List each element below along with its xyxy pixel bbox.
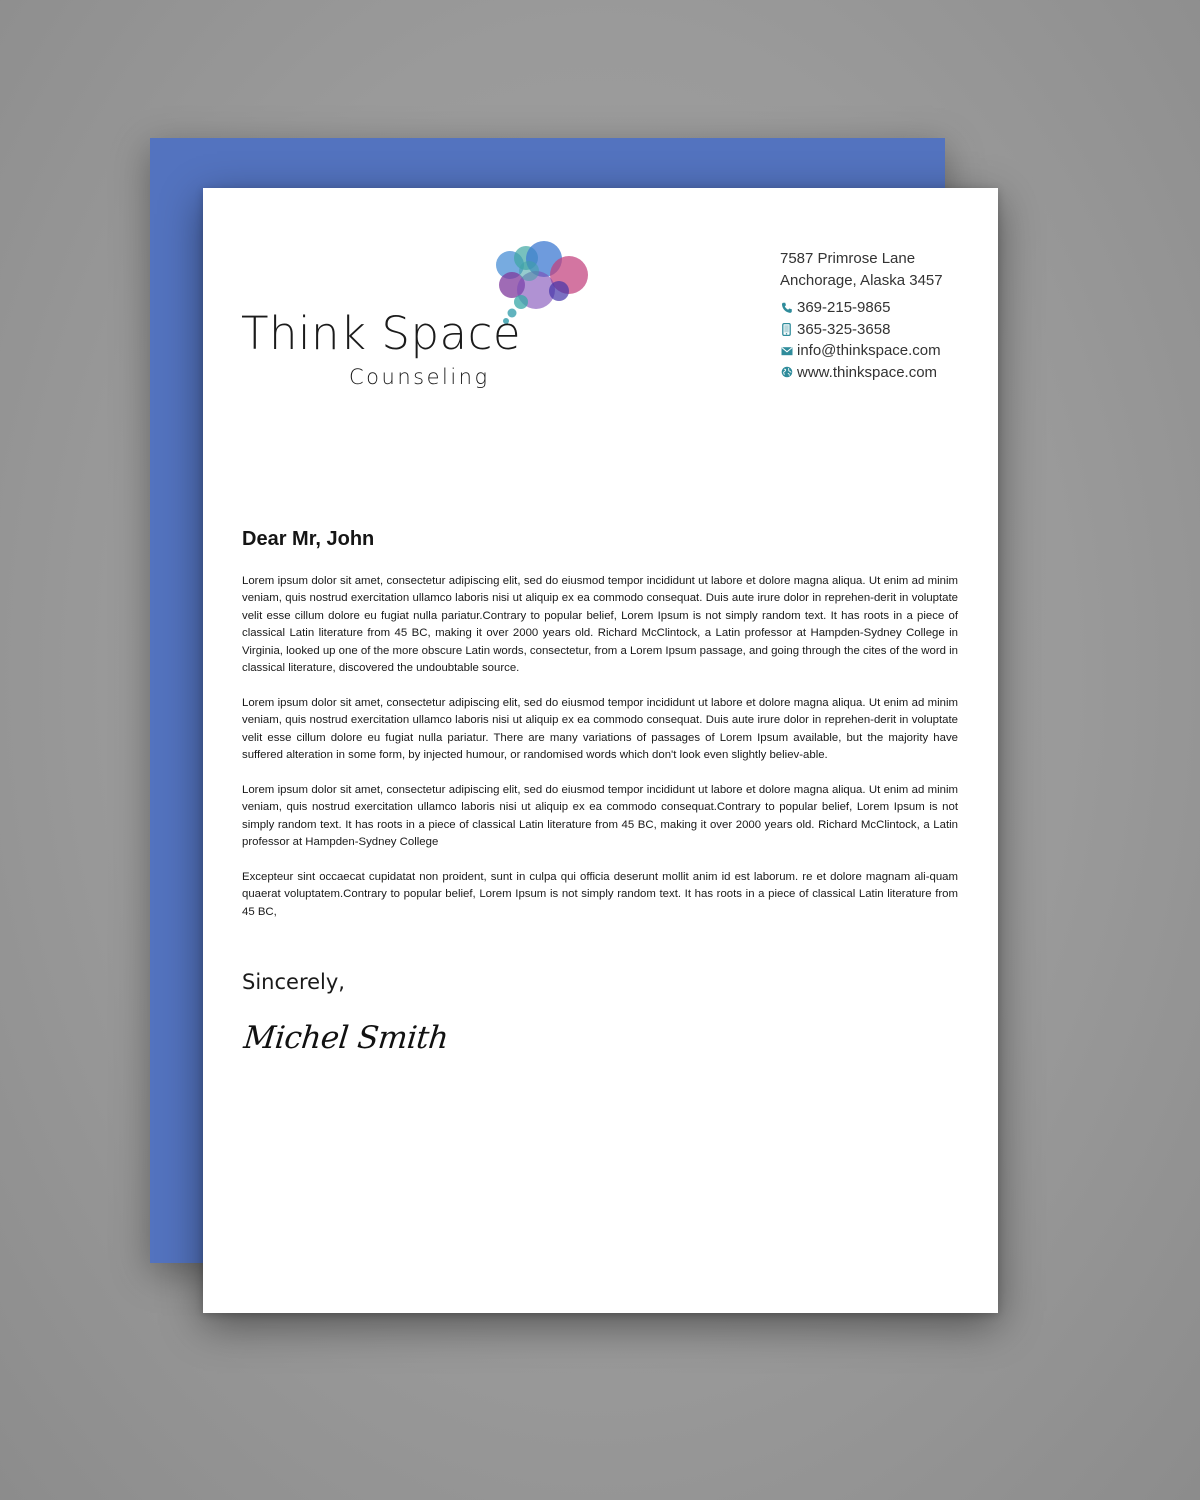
salutation: Dear Mr, John bbox=[242, 528, 375, 550]
address-line-2: Anchorage, Alaska 3457 bbox=[780, 271, 943, 289]
contact-website bbox=[780, 362, 990, 384]
signature: Michel Smith bbox=[242, 1020, 450, 1056]
email-icon bbox=[780, 344, 793, 357]
brand-name: Think Space bbox=[241, 307, 522, 360]
phone-number[interactable]: 369-215-9865 bbox=[797, 299, 891, 317]
brand-subtitle: Counseling bbox=[349, 365, 490, 389]
mobile-number[interactable]: 365-325-3658 bbox=[797, 320, 891, 338]
contact-email bbox=[780, 340, 990, 362]
body-paragraph-1: Lorem ipsum dolor sit amet, consectetur adipiscing elit, sed do eiusmod tempor incididunt ut labore et dolore magna aliqua. Ut enim ad minim veniam, quis nostrud exercitation ullamco laboris nisi ut aliquip ex ea commodo consequat. Duis aute irure dolor in reprehen-derit in voluptate velit esse cillum dolore eu fugiat nulla pariatur.Contrary to popular belief, Lorem Ipsum is not simply random text. It has roots in a piece of classical Latin literature from 45 BC, making it over 2000 years old. Richard McClintock, a Latin professor at Hampden-Sydney College in Virginia, looked up one of the more obscure Latin words, consectetur, from a Lorem Ipsum passage, and going through the cites of the word in classical literature, discovered the undoubtable source. bbox=[242, 575, 958, 675]
mobile-icon bbox=[780, 323, 793, 336]
contact-block bbox=[780, 248, 990, 383]
contact-phone bbox=[780, 297, 990, 319]
address-line-1: 7587 Primrose Lane bbox=[780, 250, 916, 267]
body-paragraph-4: Excepteur sint occaecat cupidatat non proident, sunt in culpa qui officia deserunt mollit anim id est laborum. re et dolore magnam ali-quam quaerat voluptatem.Contrary to popular belief, Lorem Ipsum is not simply random text. It has roots in a piece of classical Latin literature from 45 BC, bbox=[242, 870, 958, 918]
closing: Sincerely, bbox=[242, 970, 345, 994]
body-paragraph-3: Lorem ipsum dolor sit amet, consectetur adipiscing elit, sed do eiusmod tempor incididunt ut labore et dolore magna aliqua. Ut enim ad minim veniam, quis nostrud exercitation ullamco laboris nisi ut aliquip ex ea commodo consequat.Contrary to popular belief, Lorem Ipsum is not simply random text. It has roots in a piece of classical Latin literature from 45 BC, making it over 2000 years old. Richard McClintock, a Latin professor at Hampden-Sydney College bbox=[242, 783, 958, 849]
body-paragraph-2: Lorem ipsum dolor sit amet, consectetur adipiscing elit, sed do eiusmod tempor incididunt ut labore et dolore magna aliqua. Ut enim ad minim veniam, quis nostrud exercitation ullamco laboris nisi ut aliquip ex ea commodo consequat. Duis aute irure dolor in reprehen-derit in voluptate velit esse cillum dolore eu fugiat nulla pariatur. There are many variations of passages of Lorem Ipsum available, but the majority have suffered alteration in some form, by injected humour, or randomised words which don't look even slightly believ-able. bbox=[242, 696, 958, 762]
letter-body bbox=[242, 573, 958, 938]
letterhead-page bbox=[203, 188, 998, 1313]
contact-mobile bbox=[780, 319, 990, 341]
globe-icon bbox=[780, 366, 793, 379]
email-address[interactable]: info@thinkspace.com bbox=[797, 342, 941, 360]
phone-icon bbox=[780, 301, 793, 314]
website-url[interactable]: www.thinkspace.com bbox=[797, 363, 938, 381]
